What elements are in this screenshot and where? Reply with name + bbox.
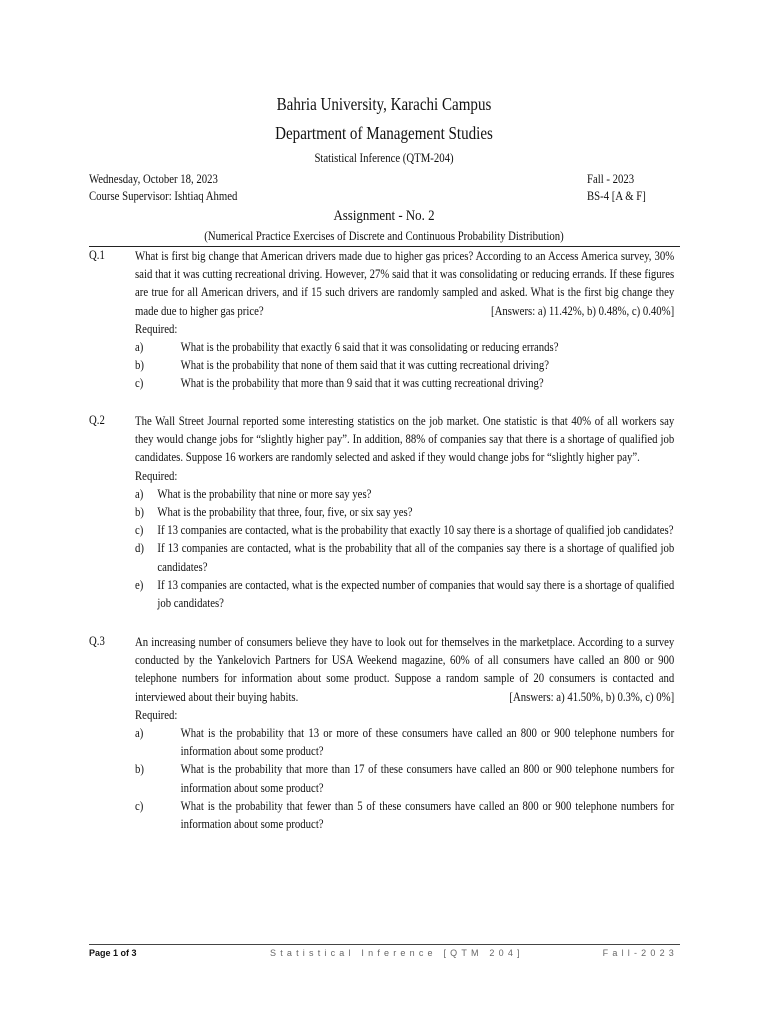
list-item: a) What is the probability that 13 or more of these consumers have called an 800 or 900 telephone numbers for information about some product? <box>135 726 675 759</box>
list-item: b) What is the probability that three, four, five, or six say yes? <box>135 505 413 520</box>
date-text: Wednesday, October 18, 2023 <box>89 172 218 186</box>
list-item: b) What is the probability that none of them said that it was cutting recreational driving? <box>135 358 549 373</box>
section-text: BS-4 [A & F] <box>587 189 646 203</box>
course-title: Statistical Inference (QTM-204) <box>314 151 454 165</box>
page-number: Page 1 of 3 <box>89 948 137 958</box>
required-label: Required: <box>135 468 178 483</box>
required-label: Required: <box>135 321 178 336</box>
meta-right <box>587 171 646 205</box>
footer-term: Fall-2023 <box>602 948 678 958</box>
list-item: c) If 13 companies are contacted, what is the probability that exactly 10 say there is a shortage of qualified job candidates? <box>135 523 674 538</box>
list-item: a) What is the probability that exactly 6 said that it was consolidating or reducing errands? <box>135 340 559 355</box>
supervisor-text: Course Supervisor: Ishtiaq Ahmed <box>89 189 238 203</box>
question-text: The Wall Street Journal reported some interesting statistics on the job market. One statistic is that 40% of all workers say they would change jobs for “slightly higher pay”. In addition, 88% of companies say that there is a shortage of qualified job candidates. Suppose 16 workers are randomly selected and asked if they would change jobs for “slightly higher pay”. <box>135 414 675 465</box>
answers-text: [Answers: a) 11.42%, b) 0.48%, c) 0.40%] <box>491 303 675 318</box>
list-item: e) If 13 companies are contacted, what is the expected number of companies that would say there is a shortage of qualified job candidates? <box>135 577 675 611</box>
question-text: What is first big change that American drivers made due to higher gas prices? According to an Access America survey, 30% said that it was cutting recreational driving. However, 27% said that it was consolidating or reducing errands. If these figures are true for all American drivers, and if 15 such drivers are randomly sampled and asked. What is the first big change they made due to higher gas price? <box>135 249 675 318</box>
question-3 <box>135 633 674 833</box>
footer-course: Statistical Inference [QTM 204] <box>270 948 524 958</box>
question-1 <box>135 247 674 393</box>
university-title: Bahria University, Karachi Campus <box>276 94 492 114</box>
question-text: An increasing number of consumers believe they have to look out for themselves in the marketplace. According to a survey conducted by the Yankelovich Partners for USA Weekend magazine, 60% of all consumers have called an 800 or 900 telephone numbers for information about some product. Suppose a random sample of 20 consumers is contacted and interviewed about their buying habits. <box>135 635 675 704</box>
meta-left <box>89 171 237 205</box>
question-number: Q.2 <box>89 413 105 427</box>
semester-text: Fall - 2023 <box>587 172 635 186</box>
department-title: Department of Management Studies <box>275 123 493 143</box>
list-item: c) What is the probability that more than 9 said that it was cutting recreational driving? <box>135 376 544 391</box>
assignment-title: Assignment - No. 2 <box>333 208 435 224</box>
list-item: b) What is the probability that more than 17 of these consumers have called an 800 or 900 telephone numbers for information about some product? <box>135 762 675 795</box>
footer-divider <box>89 944 680 945</box>
question-number: Q.1 <box>89 248 105 262</box>
required-label: Required: <box>135 707 178 722</box>
list-item: d) If 13 companies are contacted, what is the probability that all of the companies say there is a shortage of qualified job candidates? <box>135 541 675 574</box>
list-item: c) What is the probability that fewer than 5 of these consumers have called an 800 or 900 telephone numbers for information about some product? <box>135 798 675 832</box>
answers-text: [Answers: a) 41.50%, b) 0.3%, c) 0%] <box>509 689 675 704</box>
list-item: a) What is the probability that nine or more say yes? <box>135 486 372 501</box>
assignment-subtitle: (Numerical Practice Exercises of Discrete and Continuous Probability Distribution) <box>204 229 564 243</box>
question-2 <box>135 412 674 612</box>
question-number: Q.3 <box>89 634 105 648</box>
